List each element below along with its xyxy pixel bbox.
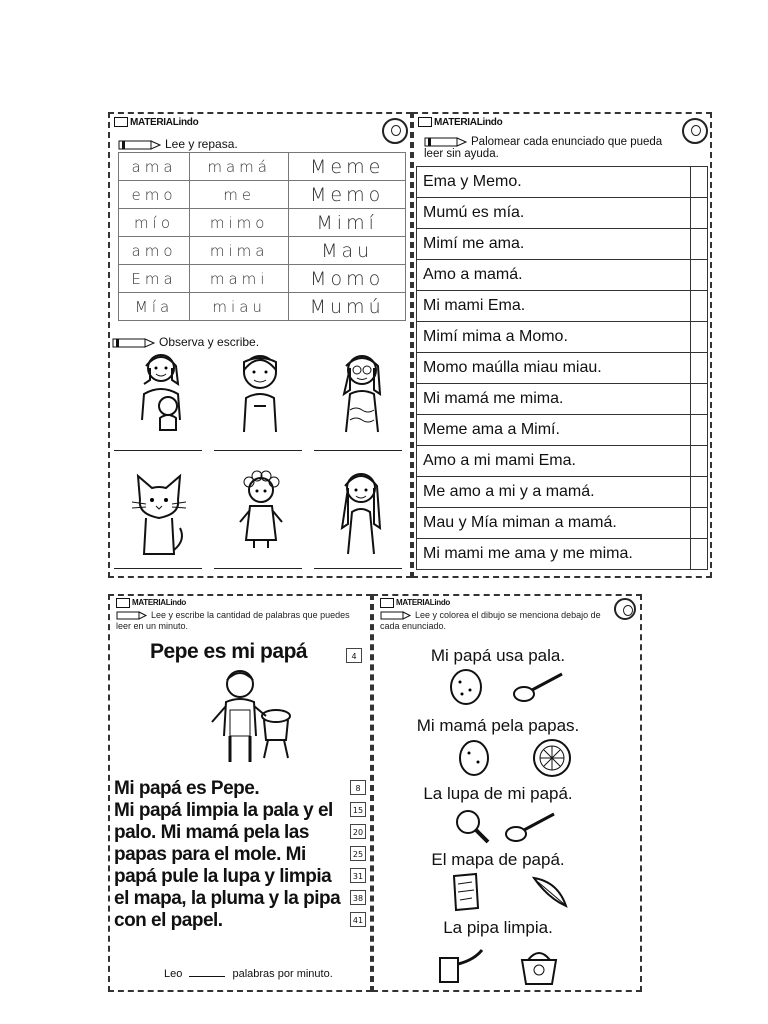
footer-right-text: palabras por minuto.: [232, 968, 333, 980]
reading-line: palo. Mi mamá pela las: [114, 822, 309, 843]
word-cell: Mau: [289, 237, 406, 265]
answer-line: [314, 568, 402, 569]
father-grill-icon: [206, 666, 296, 766]
word-cell: Mumú: [289, 293, 406, 321]
pencil-icon: [114, 117, 128, 127]
sentence-text: Amo a mamá.: [417, 260, 691, 291]
pencil-icon: [116, 611, 148, 621]
word-count-badge: 31: [350, 868, 366, 883]
girl-icon: [330, 468, 392, 554]
word-count-badge: 41: [350, 912, 366, 927]
reading-line: Mi papá limpia la pala y el: [114, 800, 333, 821]
answer-blank[interactable]: [189, 976, 225, 977]
answer-line: [114, 568, 202, 569]
brand-text: MATERIALindo: [130, 117, 199, 128]
sentence-text: Amo a mi mami Ema.: [417, 446, 691, 477]
word-cell: Ema: [119, 265, 190, 293]
reading-line: papá pule la lupa y limpia: [114, 866, 332, 887]
reading-line: con el papel.: [114, 910, 223, 931]
word-grid: [118, 152, 406, 321]
sentence-row: [417, 260, 708, 291]
pipe-icon: [434, 946, 488, 988]
pencil-icon: [424, 136, 468, 148]
checkbox-cell[interactable]: [691, 167, 708, 198]
word-cell: Mía: [119, 293, 190, 321]
sentence-list: [416, 166, 708, 570]
answer-line: [114, 450, 202, 451]
checkbox-cell[interactable]: [691, 291, 708, 322]
brand-text: MATERIALindo: [132, 598, 187, 608]
sentence-text: Mimí mima a Momo.: [417, 322, 691, 353]
word-cell: mami: [190, 265, 289, 293]
checkbox-cell[interactable]: [691, 260, 708, 291]
apple-icon: [682, 118, 708, 144]
word-cell: amo: [119, 237, 190, 265]
color-item-text: Mi papá usa pala.: [430, 646, 566, 665]
word-grid-row: [119, 181, 406, 209]
pencil-icon: [380, 598, 394, 608]
cleaning-bucket-icon: [514, 946, 564, 988]
color-item-text: La pipa limpia.: [443, 918, 553, 937]
card-lee-y-repasa: [108, 112, 412, 578]
card-colorea: [372, 594, 642, 992]
map-scroll-icon: [448, 870, 484, 914]
sentence-row: [417, 477, 708, 508]
sentence-text: Mi mami me ama y me mima.: [417, 539, 691, 570]
color-item-text: La lupa de mi papá.: [423, 784, 573, 803]
word-cell: ama: [119, 153, 190, 181]
sentence-text: Mumú es mía.: [417, 198, 691, 229]
checkbox-cell[interactable]: [691, 384, 708, 415]
word-count-badge: 38: [350, 890, 366, 905]
potato-icon: [454, 738, 494, 778]
reading-line: papas para el mole. Mi: [114, 844, 306, 865]
reading-line: Mi papá es Pepe.: [114, 778, 260, 799]
instruction-read: [118, 138, 238, 151]
instruction-text: Lee y repasa.: [165, 137, 238, 151]
instruction-text: Observa y escribe.: [159, 335, 260, 349]
word-count-badge: 25: [350, 846, 366, 861]
instruction-text: Lee y escribe la cantidad de palabras que puedes leer en un minuto.: [116, 610, 350, 631]
checkbox-cell[interactable]: [691, 539, 708, 570]
word-cell: Meme: [289, 153, 406, 181]
girl-glasses-icon: [332, 350, 392, 434]
feather-icon: [528, 870, 572, 914]
brand-logo: [380, 598, 450, 608]
brand-text: MATERIALindo: [434, 117, 503, 128]
checkbox-cell[interactable]: [691, 353, 708, 384]
boy-icon: [230, 350, 290, 434]
instruction-observe: [112, 336, 259, 349]
sentence-row: [417, 229, 708, 260]
sentence-row: [417, 446, 708, 477]
answer-line: [214, 568, 302, 569]
checkbox-cell[interactable]: [691, 508, 708, 539]
word-cell: me: [190, 181, 289, 209]
brand-logo: [418, 117, 502, 128]
instruction-check: [424, 136, 682, 160]
word-cell: mima: [190, 237, 289, 265]
word-cell: Mimí: [289, 209, 406, 237]
cat-icon: [128, 470, 190, 556]
pencil-icon: [116, 598, 130, 608]
pencil-icon: [112, 337, 156, 349]
potato-icon: [446, 668, 486, 706]
word-cell: Memo: [289, 181, 406, 209]
sentence-text: Momo maúlla miau miau.: [417, 353, 691, 384]
footer-line: [164, 968, 333, 980]
word-count-badge: 8: [350, 780, 366, 795]
word-count-badge: 20: [350, 824, 366, 839]
reading-title: Pepe es mi papá: [150, 640, 308, 663]
sentence-text: Mimí me ama.: [417, 229, 691, 260]
pencil-icon: [418, 117, 432, 127]
sentence-row: [417, 415, 708, 446]
sentence-text: Meme ama a Mimí.: [417, 415, 691, 446]
checkbox-cell[interactable]: [691, 198, 708, 229]
word-cell: miau: [190, 293, 289, 321]
word-cell: Momo: [289, 265, 406, 293]
word-grid-row: [119, 293, 406, 321]
apple-icon: [614, 598, 636, 620]
brand-logo: [114, 117, 198, 128]
brand-text: MATERIALindo: [396, 598, 451, 608]
sentence-row: [417, 167, 708, 198]
sentence-row: [417, 198, 708, 229]
word-cell: mío: [119, 209, 190, 237]
instruction-color: [380, 610, 608, 632]
checkbox-cell[interactable]: [691, 446, 708, 477]
reading-line: el mapa, la pluma y la pipa: [114, 888, 341, 909]
reading-passage: [114, 778, 350, 932]
card-lectura: [108, 594, 372, 992]
instruction-text: Palomear cada enunciado que pueda leer sin ayuda.: [424, 136, 663, 161]
mother-and-child-icon: [128, 350, 194, 434]
color-item-text: Mi mamá pela papas.: [416, 716, 580, 735]
word-grid-row: [119, 209, 406, 237]
checkbox-cell[interactable]: [691, 415, 708, 446]
checkbox-cell[interactable]: [691, 229, 708, 260]
word-cell: mamá: [190, 153, 289, 181]
sentence-row: [417, 384, 708, 415]
instruction-count: [116, 610, 356, 632]
footer-left-text: Leo: [164, 968, 183, 980]
pencil-icon: [380, 611, 412, 621]
sentence-row: [417, 353, 708, 384]
word-grid-row: [119, 153, 406, 181]
sentence-text: Ema y Memo.: [417, 167, 691, 198]
word-cell: mimo: [190, 209, 289, 237]
doll-icon: [232, 470, 290, 550]
sentence-text: Me amo a mi y a mamá.: [417, 477, 691, 508]
sentence-row: [417, 322, 708, 353]
shovel-icon: [502, 806, 562, 846]
word-grid-row: [119, 237, 406, 265]
checkbox-cell[interactable]: [691, 477, 708, 508]
sentence-text: Mi mamá me mima.: [417, 384, 691, 415]
word-cell: emo: [119, 181, 190, 209]
pencil-icon: [118, 139, 162, 151]
answer-line: [214, 450, 302, 451]
word-count-badge: 4: [346, 648, 362, 663]
sentence-row: [417, 539, 708, 570]
instruction-text: Lee y colorea el dibujo se menciona debajo de cada enunciado.: [380, 610, 601, 631]
answer-line: [314, 450, 402, 451]
sentence-text: Mau y Mía miman a mamá.: [417, 508, 691, 539]
sentence-row: [417, 508, 708, 539]
card-palomear: [412, 112, 712, 578]
shovel-icon: [510, 668, 570, 706]
checkbox-cell[interactable]: [691, 322, 708, 353]
color-item-text: El mapa de papá.: [431, 850, 565, 869]
apple-icon: [382, 118, 408, 144]
lemon-slice-icon: [530, 736, 574, 780]
word-count-badge: 15: [350, 802, 366, 817]
sentence-text: Mi mami Ema.: [417, 291, 691, 322]
magnifier-icon: [452, 806, 492, 846]
brand-logo: [116, 598, 186, 608]
word-grid-row: [119, 265, 406, 293]
sentence-row: [417, 291, 708, 322]
